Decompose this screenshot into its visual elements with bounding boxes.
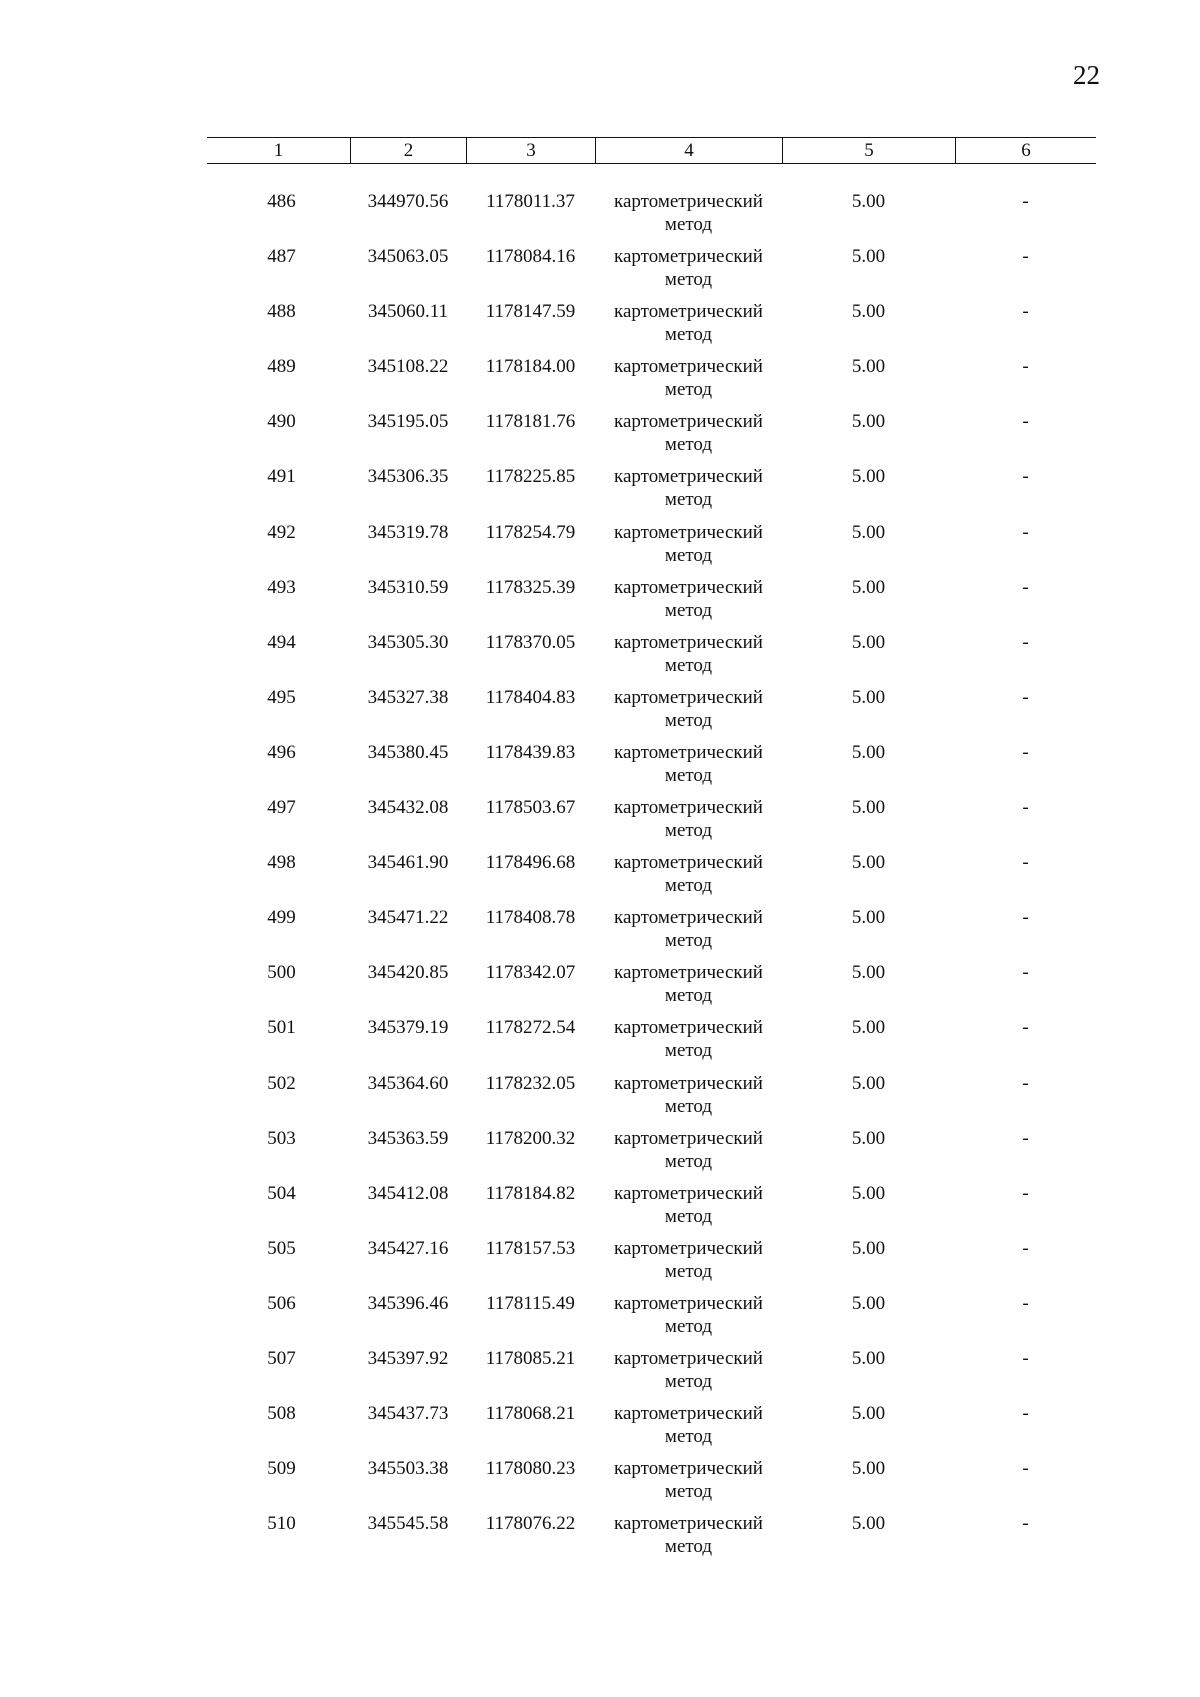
- coordinate-x-cell: 345364.60: [367, 1072, 449, 1094]
- method-cell: [595, 1016, 782, 1071]
- method-line-2: метод: [664, 1150, 713, 1172]
- method-line-2: метод: [664, 1260, 713, 1282]
- method-line-1: картометрический: [614, 686, 763, 708]
- coordinate-y-cell: 1178496.68: [485, 852, 576, 874]
- table-row: [207, 796, 1096, 851]
- accuracy-cell: 5.00: [851, 1513, 886, 1535]
- note-cell: -: [1022, 907, 1029, 929]
- accuracy-cell: 5.00: [851, 356, 886, 378]
- coordinate-y-cell: 1178342.07: [485, 962, 576, 984]
- method-line-2: метод: [664, 654, 713, 676]
- method-cell: [595, 521, 782, 576]
- coordinate-y-cell: 1178184.82: [485, 1182, 576, 1204]
- method-line-1: картометрический: [614, 1017, 763, 1039]
- method-line-2: метод: [664, 1040, 713, 1062]
- method-cell: [595, 851, 782, 906]
- point-number-cell: 498: [267, 852, 296, 874]
- method-line-1: картометрический: [614, 246, 763, 268]
- note-cell: -: [1022, 962, 1029, 984]
- page-number: 22: [1073, 60, 1100, 90]
- note-cell: -: [1022, 191, 1029, 212]
- table-row: [207, 1127, 1096, 1182]
- coordinate-y-cell: 1178325.39: [485, 576, 576, 598]
- table-row: [207, 1512, 1096, 1567]
- note-cell: -: [1022, 521, 1029, 543]
- note-cell: -: [1022, 1403, 1029, 1425]
- coordinate-y-cell: 1178147.59: [485, 301, 576, 323]
- coordinate-y-cell: 1178272.54: [485, 1017, 576, 1039]
- point-number-cell: 505: [267, 1237, 296, 1259]
- coordinate-y-cell: 1178408.78: [485, 907, 576, 929]
- note-cell: -: [1022, 1127, 1029, 1149]
- accuracy-cell: 5.00: [851, 1347, 886, 1369]
- method-line-1: картометрический: [614, 1292, 763, 1314]
- method-line-2: метод: [664, 544, 713, 566]
- method-cell: [595, 631, 782, 686]
- table-row: [207, 851, 1096, 906]
- point-number-cell: 486: [267, 191, 296, 212]
- coordinate-x-cell: 345380.45: [367, 741, 449, 763]
- coordinate-x-cell: 345545.58: [367, 1513, 449, 1535]
- coordinate-x-cell: 345108.22: [367, 356, 449, 378]
- point-number-cell: 507: [267, 1347, 296, 1369]
- coordinate-x-cell: 345305.30: [367, 631, 449, 653]
- coordinate-x-cell: 345471.22: [367, 907, 449, 929]
- coordinate-y-cell: 1178084.16: [485, 246, 576, 268]
- accuracy-cell: 5.00: [851, 1017, 886, 1039]
- method-line-1: картометрический: [614, 907, 763, 929]
- coordinate-x-cell: 345063.05: [367, 246, 449, 268]
- method-line-1: картометрический: [614, 466, 763, 488]
- method-line-2: метод: [664, 599, 713, 621]
- point-number-cell: 490: [267, 411, 296, 433]
- table-body: [207, 190, 1096, 1567]
- method-line-2: метод: [664, 1426, 713, 1448]
- point-number-cell: 510: [267, 1513, 296, 1535]
- note-cell: -: [1022, 356, 1029, 378]
- table-row: [207, 1292, 1096, 1347]
- table-row: [207, 1457, 1096, 1512]
- coordinate-x-cell: 345397.92: [367, 1347, 449, 1369]
- accuracy-cell: 5.00: [851, 1403, 886, 1425]
- method-line-2: метод: [664, 930, 713, 952]
- coordinate-y-cell: 1178254.79: [485, 521, 576, 543]
- method-cell: [595, 1292, 782, 1347]
- accuracy-cell: 5.00: [851, 246, 886, 268]
- coordinate-y-cell: 1178115.49: [486, 1292, 575, 1314]
- coordinate-y-cell: 1178068.21: [485, 1403, 576, 1425]
- accuracy-cell: 5.00: [851, 1072, 886, 1094]
- coordinate-y-cell: 1178076.22: [485, 1513, 576, 1535]
- method-line-1: картометрический: [614, 741, 763, 763]
- accuracy-cell: 5.00: [851, 962, 886, 984]
- table-row: [207, 1072, 1096, 1127]
- note-cell: -: [1022, 246, 1029, 268]
- coordinate-y-cell: 1178157.53: [485, 1237, 576, 1259]
- accuracy-cell: 5.00: [851, 1292, 886, 1314]
- note-cell: -: [1022, 686, 1029, 708]
- table-header: [207, 137, 1096, 164]
- coordinate-y-cell: 1178184.00: [485, 356, 576, 378]
- table-row: [207, 1402, 1096, 1457]
- note-cell: -: [1022, 631, 1029, 653]
- column-header-2: 2: [350, 138, 466, 163]
- point-number-cell: 506: [267, 1292, 296, 1314]
- method-line-1: картометрический: [614, 631, 763, 653]
- accuracy-cell: 5.00: [851, 907, 886, 929]
- note-cell: -: [1022, 1292, 1029, 1314]
- method-cell: [595, 796, 782, 851]
- method-cell: [595, 741, 782, 796]
- accuracy-cell: 5.00: [851, 852, 886, 874]
- method-line-1: картометрический: [614, 1347, 763, 1369]
- point-number-cell: 496: [267, 741, 296, 763]
- table-row: [207, 355, 1096, 410]
- method-cell: [595, 245, 782, 300]
- accuracy-cell: 5.00: [851, 411, 886, 433]
- method-line-1: картометрический: [614, 1403, 763, 1425]
- table-row: [207, 1016, 1096, 1071]
- method-cell: [595, 1347, 782, 1402]
- method-line-1: картометрический: [614, 962, 763, 984]
- table-row: [207, 686, 1096, 741]
- note-cell: -: [1022, 466, 1029, 488]
- method-line-2: метод: [664, 820, 713, 842]
- point-number-cell: 509: [267, 1458, 296, 1480]
- point-number-cell: 492: [267, 521, 296, 543]
- method-line-1: картометрический: [614, 1458, 763, 1480]
- point-number-cell: 500: [267, 962, 296, 984]
- method-cell: [595, 576, 782, 631]
- method-line-2: метод: [664, 985, 713, 1007]
- coordinate-x-cell: 345461.90: [367, 852, 449, 874]
- note-cell: -: [1022, 852, 1029, 874]
- coordinate-y-cell: 1178085.21: [485, 1347, 576, 1369]
- coordinate-y-cell: 1178439.83: [485, 741, 576, 763]
- method-line-1: картометрический: [614, 1513, 763, 1535]
- method-cell: [595, 300, 782, 355]
- table-row: [207, 521, 1096, 576]
- note-cell: -: [1022, 741, 1029, 763]
- point-number-cell: 497: [267, 797, 296, 819]
- method-cell: [595, 1402, 782, 1457]
- method-line-2: метод: [664, 214, 713, 235]
- coordinate-y-cell: 1178404.83: [485, 686, 576, 708]
- coordinate-x-cell: 345427.16: [367, 1237, 449, 1259]
- table-row: [207, 631, 1096, 686]
- method-line-1: картометрический: [614, 852, 763, 874]
- method-line-2: метод: [664, 489, 713, 511]
- method-line-2: метод: [664, 875, 713, 897]
- coordinate-y-cell: 1178200.32: [485, 1127, 576, 1149]
- point-number-cell: 487: [267, 246, 296, 268]
- point-number-cell: 501: [267, 1017, 296, 1039]
- method-cell: [595, 1127, 782, 1182]
- point-number-cell: 494: [267, 631, 296, 653]
- coordinate-x-cell: 345060.11: [367, 301, 449, 323]
- table-row: [207, 300, 1096, 355]
- method-cell: [595, 410, 782, 465]
- column-header-1: 1: [273, 139, 284, 161]
- method-cell: [595, 961, 782, 1016]
- accuracy-cell: 5.00: [851, 466, 886, 488]
- point-number-cell: 489: [267, 356, 296, 378]
- accuracy-cell: 5.00: [851, 1182, 886, 1204]
- coordinate-y-cell: 1178370.05: [485, 631, 576, 653]
- coordinate-y-cell: 1178232.05: [485, 1072, 576, 1094]
- coordinate-x-cell: 345420.85: [367, 962, 449, 984]
- accuracy-cell: 5.00: [851, 631, 886, 653]
- point-number-cell: 508: [267, 1403, 296, 1425]
- point-number-cell: 491: [267, 466, 296, 488]
- note-cell: -: [1022, 1347, 1029, 1369]
- method-line-1: картометрический: [614, 1237, 763, 1259]
- table-row: [207, 741, 1096, 796]
- note-cell: -: [1022, 1017, 1029, 1039]
- method-line-1: картометрический: [614, 411, 763, 433]
- point-number-cell: 504: [267, 1182, 296, 1204]
- method-line-1: картометрический: [614, 1127, 763, 1149]
- method-line-2: метод: [664, 1536, 713, 1558]
- note-cell: -: [1022, 797, 1029, 819]
- coordinate-x-cell: 345310.59: [367, 576, 449, 598]
- coordinate-x-cell: 345412.08: [367, 1182, 449, 1204]
- point-number-cell: 495: [267, 686, 296, 708]
- accuracy-cell: 5.00: [851, 576, 886, 598]
- method-line-1: картометрический: [614, 576, 763, 598]
- note-cell: -: [1022, 411, 1029, 433]
- table-row: [207, 245, 1096, 300]
- method-line-2: метод: [664, 1481, 713, 1503]
- coordinate-x-cell: 345195.05: [367, 411, 449, 433]
- coordinate-x-cell: 345363.59: [367, 1127, 449, 1149]
- method-line-1: картометрический: [614, 191, 763, 212]
- point-number-cell: 502: [267, 1072, 296, 1094]
- coordinate-y-cell: 1178080.23: [485, 1458, 576, 1480]
- note-cell: -: [1022, 1237, 1029, 1259]
- method-cell: [595, 1182, 782, 1237]
- coordinate-x-cell: 345327.38: [367, 686, 449, 708]
- accuracy-cell: 5.00: [851, 797, 886, 819]
- method-cell: [595, 1512, 782, 1567]
- table-row: [207, 1237, 1096, 1292]
- point-number-cell: 503: [267, 1127, 296, 1149]
- table-row: [207, 1347, 1096, 1402]
- coordinate-x-cell: 345437.73: [367, 1403, 449, 1425]
- note-cell: -: [1022, 1458, 1029, 1480]
- method-cell: [595, 686, 782, 741]
- method-line-2: метод: [664, 764, 713, 786]
- accuracy-cell: 5.00: [851, 301, 886, 323]
- method-line-1: картометрический: [614, 1072, 763, 1094]
- method-cell: [595, 465, 782, 520]
- method-cell: [595, 906, 782, 961]
- method-line-1: картометрический: [614, 301, 763, 323]
- note-cell: -: [1022, 301, 1029, 323]
- note-cell: -: [1022, 1182, 1029, 1204]
- coordinate-y-cell: 1178503.67: [485, 797, 576, 819]
- point-number-cell: 488: [267, 301, 296, 323]
- method-line-2: метод: [664, 1315, 713, 1337]
- table-row: [207, 465, 1096, 520]
- coordinate-y-cell: 1178011.37: [486, 191, 575, 212]
- table-row: [207, 190, 1096, 245]
- accuracy-cell: 5.00: [851, 191, 886, 212]
- accuracy-cell: 5.00: [851, 1458, 886, 1480]
- accuracy-cell: 5.00: [851, 686, 886, 708]
- column-header-3: 3: [466, 138, 595, 163]
- accuracy-cell: 5.00: [851, 741, 886, 763]
- note-cell: -: [1022, 576, 1029, 598]
- method-line-1: картометрический: [614, 356, 763, 378]
- method-cell: [595, 1072, 782, 1127]
- method-line-1: картометрический: [614, 521, 763, 543]
- method-cell: [595, 1237, 782, 1292]
- point-number-cell: 493: [267, 576, 296, 598]
- table-row: [207, 410, 1096, 465]
- note-cell: -: [1022, 1513, 1029, 1535]
- coordinate-x-cell: 345306.35: [367, 466, 449, 488]
- method-line-2: метод: [664, 269, 713, 291]
- method-line-1: картометрический: [614, 797, 763, 819]
- table-row: [207, 961, 1096, 1016]
- column-header-4: 4: [595, 138, 782, 163]
- column-header-5: 5: [782, 138, 955, 163]
- coordinate-y-cell: 1178181.76: [485, 411, 576, 433]
- table-row: [207, 576, 1096, 631]
- method-line-2: метод: [664, 434, 713, 456]
- method-line-2: метод: [664, 324, 713, 346]
- coordinate-x-cell: 345432.08: [367, 797, 449, 819]
- accuracy-cell: 5.00: [851, 1127, 886, 1149]
- note-cell: -: [1022, 1072, 1029, 1094]
- coordinate-y-cell: 1178225.85: [485, 466, 576, 488]
- coordinate-x-cell: 345396.46: [367, 1292, 449, 1314]
- table-row: [207, 1182, 1096, 1237]
- accuracy-cell: 5.00: [851, 1237, 886, 1259]
- method-line-2: метод: [664, 1205, 713, 1227]
- coordinate-x-cell: 344970.56: [367, 191, 449, 212]
- method-line-2: метод: [664, 1095, 713, 1117]
- coordinate-x-cell: 345379.19: [367, 1017, 449, 1039]
- coordinate-x-cell: 345319.78: [367, 521, 449, 543]
- method-line-1: картометрический: [614, 1182, 763, 1204]
- method-line-2: метод: [664, 1370, 713, 1392]
- method-cell: [595, 355, 782, 410]
- column-header-6: 6: [955, 138, 1096, 163]
- method-line-2: метод: [664, 379, 713, 401]
- table-row: [207, 906, 1096, 961]
- point-number-cell: 499: [267, 907, 296, 929]
- coordinate-x-cell: 345503.38: [367, 1458, 449, 1480]
- method-line-2: метод: [664, 709, 713, 731]
- method-cell: [595, 1457, 782, 1512]
- method-cell: [595, 190, 782, 245]
- accuracy-cell: 5.00: [851, 521, 886, 543]
